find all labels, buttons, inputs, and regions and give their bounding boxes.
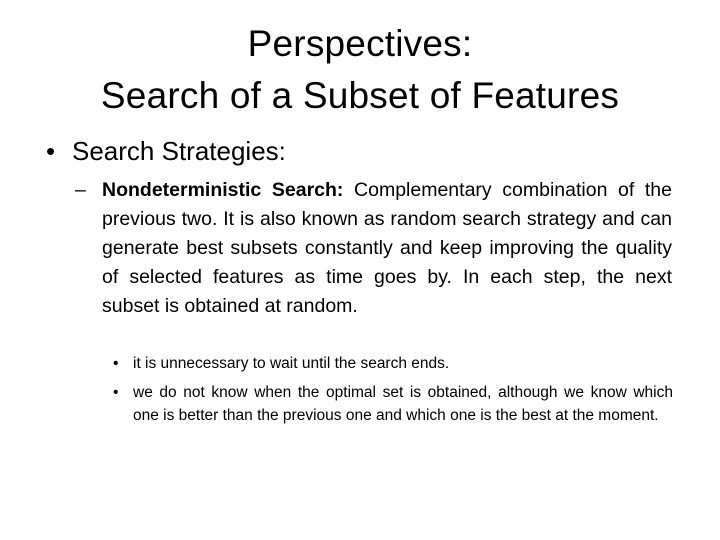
bullet-level-2-text — [102, 176, 672, 321]
title-line-2: Search of a Subset of Features — [100, 75, 620, 116]
slide-title — [40, 18, 680, 122]
bullet-level-1 — [46, 133, 686, 169]
title-line-1: Perspectives: — [247, 23, 473, 64]
bullet-level-1-text: Search Strategies: — [72, 136, 286, 166]
bullet-marker: • — [113, 355, 119, 372]
bullet-level-2 — [75, 176, 672, 321]
bullet-marker: • — [113, 384, 119, 401]
dash-marker: – — [75, 179, 86, 201]
bullet-level-3-text: we do not know when the optimal set is obtained, although we know which one is better than the previous one and which one is the best at the moment. — [133, 384, 673, 424]
bullet-level-3 — [113, 352, 673, 375]
bullet-level-3 — [113, 381, 673, 427]
bullet-level-2-bold: Nondeterministic Search: — [102, 179, 344, 201]
bullet-level-3-text: it is unnecessary to wait until the search ends. — [133, 355, 450, 372]
bullet-level-2-body: Complementary combination of the previous two. It is also known as random search strategy and can generate best subsets constantly and keep improving the quality of selected features as time goes by. In each step, the next subset is obtained at random. — [102, 179, 672, 317]
bullet-marker: • — [46, 136, 56, 166]
